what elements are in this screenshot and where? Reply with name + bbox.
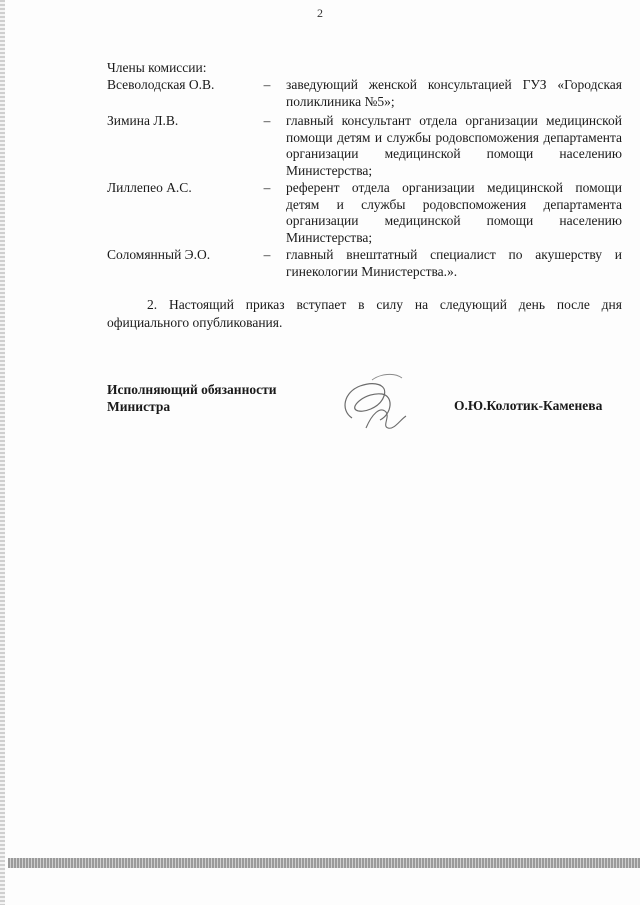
- scan-edge-bottom: [8, 858, 640, 868]
- member-name: Соломянный Э.О.: [107, 247, 211, 262]
- member-name: Всеволодская О.В.: [107, 77, 215, 92]
- page-number: 2: [317, 6, 323, 20]
- member-name: Лиллепео А.С.: [107, 180, 192, 195]
- member-dash: –: [263, 247, 271, 262]
- signatory-position-line2: Министра: [107, 399, 171, 414]
- member-role: референт отдела организации медицинской помощи детям и службы родовспоможения департамента организации медицинской помощи населению Министерства;: [286, 180, 622, 245]
- scan-edge-left: [0, 0, 5, 905]
- members-title: Члены комиссии:: [107, 60, 207, 75]
- member-role: главный внештатный специалист по акушерству и гинекологии Министерства.».: [286, 247, 622, 279]
- member-name: Зимина Л.В.: [107, 113, 179, 128]
- signatory-name: О.Ю.Колотик-Каменева: [454, 398, 603, 413]
- member-role: главный консультант отдела организации медицинской помощи детям и службы родовспоможения департамента организации медицинской помощи населению Министерства;: [286, 113, 622, 178]
- member-dash: –: [263, 113, 271, 128]
- member-role: заведующий женской консультацией ГУЗ «Городская поликлиника №5»;: [286, 77, 622, 109]
- paragraph-2: 2. Настоящий приказ вступает в силу на следующий день после дня официального опубликования.: [107, 297, 622, 330]
- member-dash: –: [263, 180, 271, 195]
- signatory-position-line1: Исполняющий обязанности: [107, 382, 277, 397]
- signatory-position: [107, 381, 277, 415]
- member-dash: –: [263, 77, 271, 92]
- handwritten-signature-icon: [322, 370, 432, 440]
